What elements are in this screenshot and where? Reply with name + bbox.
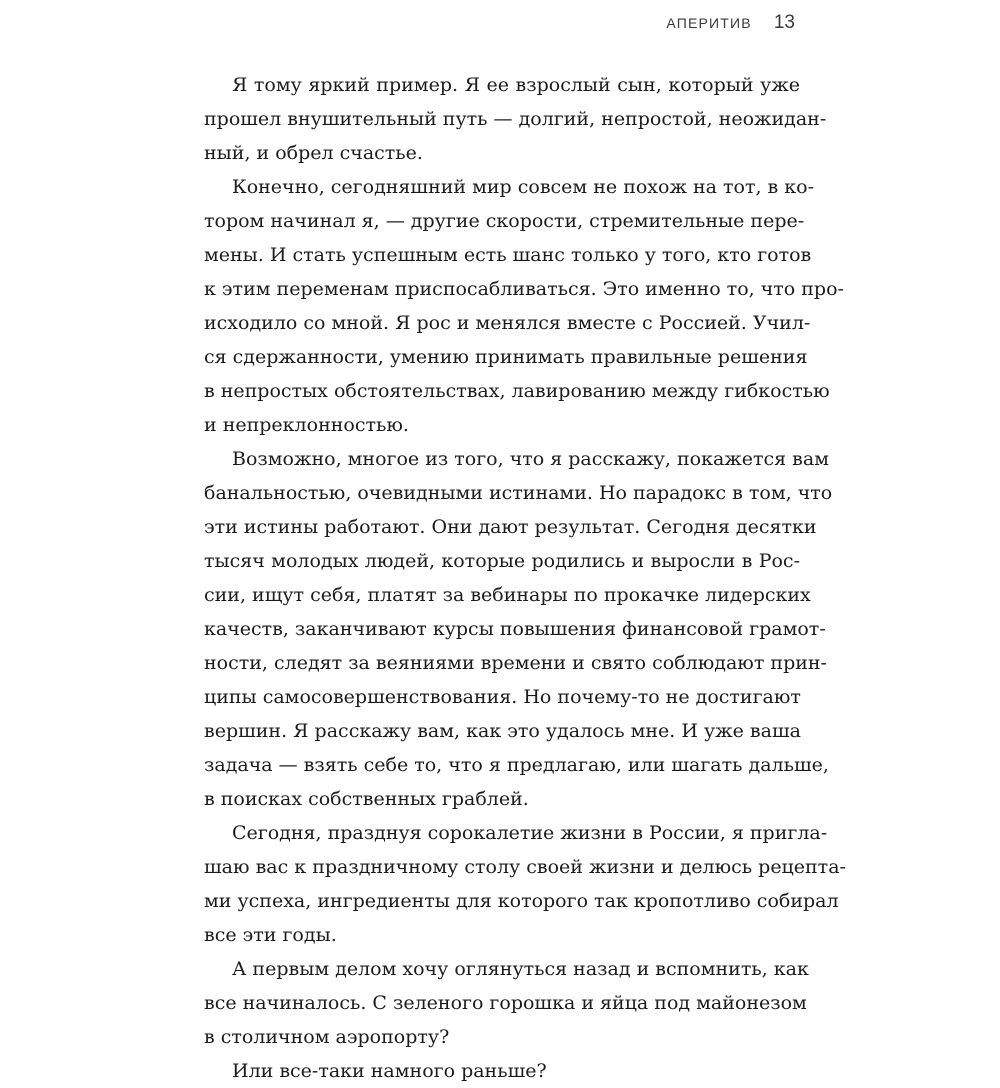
paragraph xyxy=(204,816,846,952)
text-line: А первым делом хочу оглянуться назад и вспомнить, как xyxy=(232,958,809,980)
section-title: АПЕРИТИВ xyxy=(666,15,752,31)
paragraph xyxy=(204,1054,800,1088)
text-line: Или все-таки намного раньше? xyxy=(232,1060,547,1082)
text-line: шаю вас к праздничному столу своей жизни и делюсь рецепта- xyxy=(204,856,846,878)
text-line: все эти годы. xyxy=(204,924,337,946)
paragraph xyxy=(204,442,833,816)
text-line: ности, следят за веяниями времени и свято соблюдают прин- xyxy=(204,652,827,674)
paragraph xyxy=(204,170,844,442)
page-number: 13 xyxy=(773,12,795,33)
text-line: ся сдержанности, умению принимать правильные решения xyxy=(204,346,808,368)
text-line: Возможно, многое из того, что я расскажу, покажется вам xyxy=(232,448,829,470)
text-line: мены. И стать успешным есть шанс только у того, кто готов xyxy=(204,244,812,266)
text-line: тором начинал я, — другие скорости, стремительные пере- xyxy=(204,210,805,232)
text-line: прошел внушительный путь — долгий, непростой, неожидан- xyxy=(204,108,827,130)
text-line: к этим переменам приспосабливаться. Это именно то, что про- xyxy=(204,278,844,300)
text-line: и непреклонностью. xyxy=(204,414,409,436)
text-line: ципы самосовершенствования. Но почему-то не достигают xyxy=(204,686,801,708)
text-line: ми успеха, ингредиенты для которого так кропотливо собирал xyxy=(204,890,839,912)
text-line: ный, и обрел счастье. xyxy=(204,142,423,164)
text-line: Сегодня, празднуя сорокалетие жизни в России, я пригла- xyxy=(232,822,828,844)
text-line: тысяч молодых людей, которые родились и выросли в Рос- xyxy=(204,550,800,572)
text-line: банальностью, очевидными истинами. Но парадокс в том, что xyxy=(204,482,833,504)
body-text xyxy=(204,68,846,1088)
text-line: задача — взять себе то, что я предлагаю, или шагать дальше, xyxy=(204,754,829,776)
text-line: качеств, заканчивают курсы повышения финансовой грамот- xyxy=(204,618,826,640)
text-line: в столичном аэропорту? xyxy=(204,1026,450,1048)
text-line: Я тому яркий пример. Я ее взрослый сын, который уже xyxy=(232,74,800,96)
text-line: эти истины работают. Они дают результат. Сегодня десятки xyxy=(204,516,817,538)
running-header xyxy=(666,12,795,34)
text-line: вершин. Я расскажу вам, как это удалось мне. И уже ваша xyxy=(204,720,801,742)
text-line: сии, ищут себя, платят за вебинары по прокачке лидерских xyxy=(204,584,811,606)
text-line: все начиналось. С зеленого горошка и яйца под майонезом xyxy=(204,992,807,1014)
text-line: исходило со мной. Я рос и менялся вместе с Россией. Учил- xyxy=(204,312,811,334)
text-line: Конечно, сегодняшний мир совсем не похож на тот, в ко- xyxy=(232,176,815,198)
text-line: в поисках собственных граблей. xyxy=(204,788,529,810)
paragraph xyxy=(204,952,809,1054)
paragraph xyxy=(204,68,827,170)
text-line: в непростых обстоятельствах, лавированию между гибкостью xyxy=(204,380,830,402)
